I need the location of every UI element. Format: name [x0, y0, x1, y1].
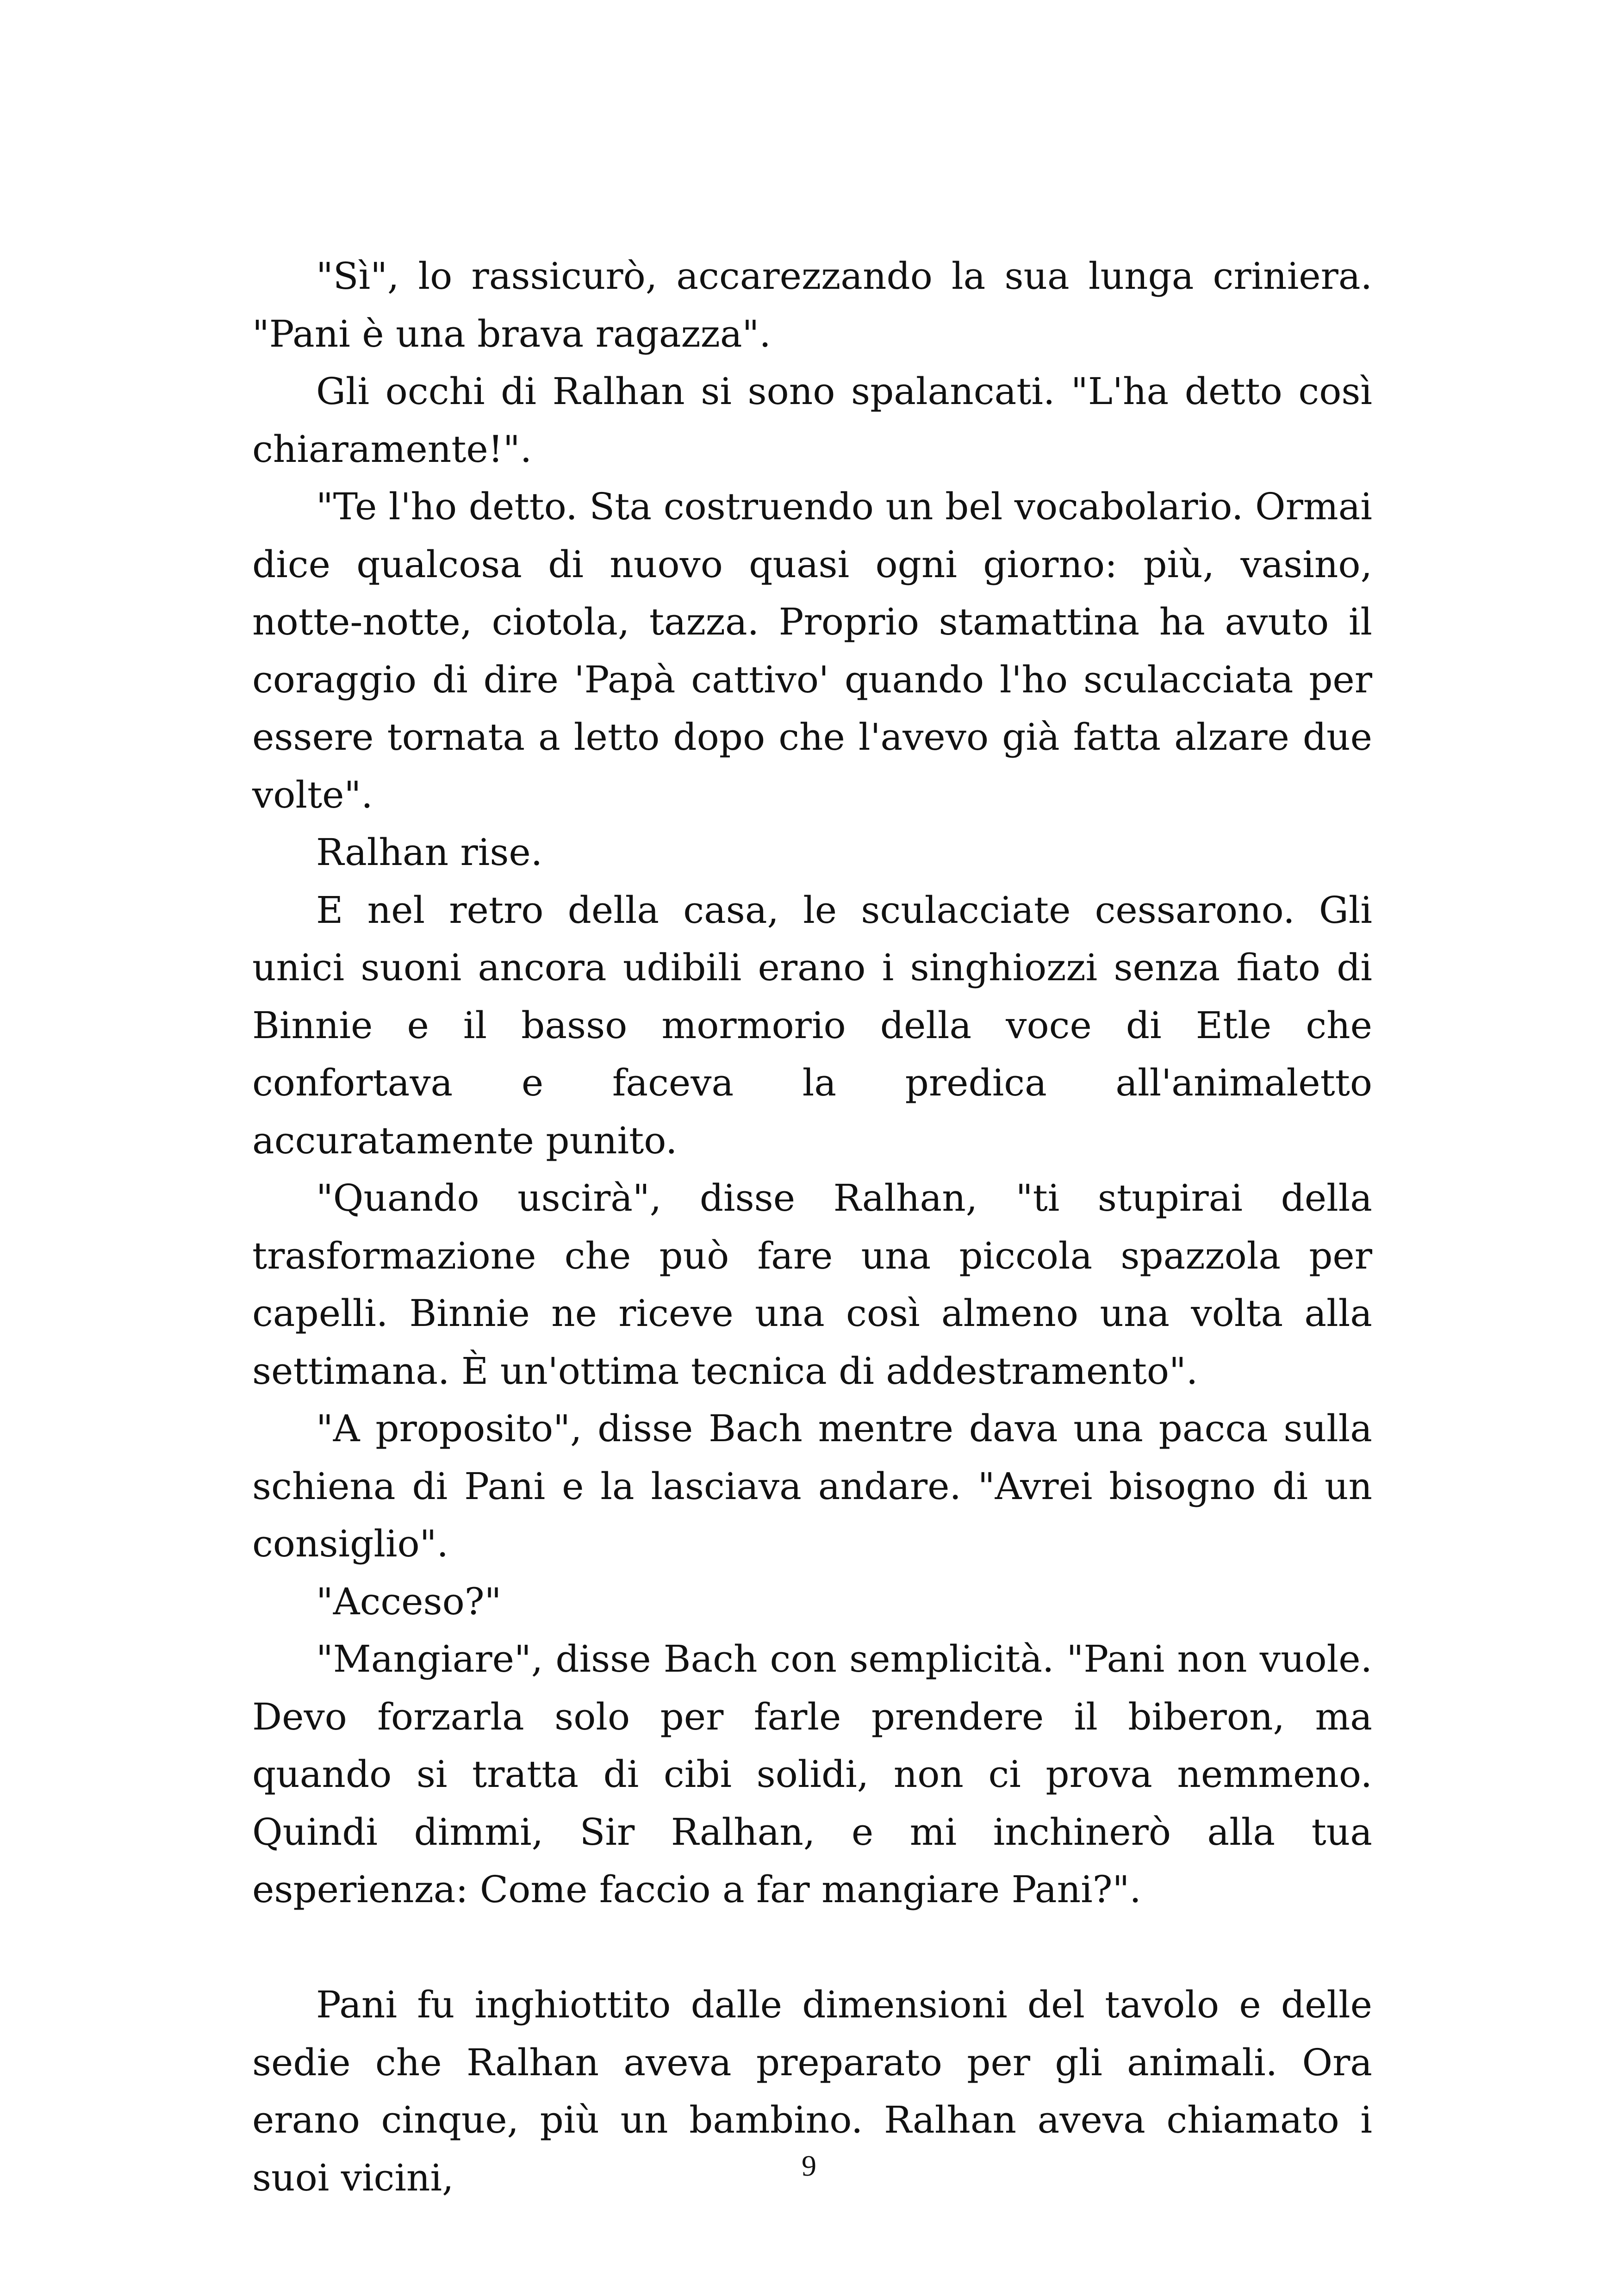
page-number: 9 — [802, 2149, 816, 2182]
paragraph: Ralhan rise. — [316, 831, 543, 874]
paragraph: E nel retro della casa, le sculacciate cessarono. Gli unici suoni ancora udibili erano i singhiozzi senza fiato di Binnie e il basso mormorio della voce di Etle che confortava e faceva la predica all'animaletto accuratamente punito. — [252, 888, 1372, 1162]
body-text — [252, 248, 1372, 2207]
paragraph: "Mangiare", disse Bach con semplicità. "Pani non vuole. Devo forzarla solo per farle prendere il biberon, ma quando si tratta di cibi solidi, non ci prova nemmeno. Quindi dimmi, Sir Ralhan, e mi inchinerò alla tua esperienza: Come faccio a far mangiare Pani?". — [252, 1637, 1372, 1911]
paragraph: "Acceso?" — [316, 1580, 502, 1623]
paragraph: "Sì", lo rassicurò, accarezzando la sua lunga criniera. "Pani è una brava ragazza". — [252, 255, 1372, 355]
paragraph: "Quando uscirà", disse Ralhan, "ti stupirai della trasformazione che può fare una piccola spazzola per capelli. Binnie ne riceve una così almeno una volta alla settimana. È un'ottima tecnica di addestramento". — [252, 1176, 1372, 1393]
paragraph: Gli occhi di Ralhan si sono spalancati. "L'ha detto così chiaramente!". — [252, 370, 1372, 471]
paragraph: "Te l'ho detto. Sta costruendo un bel vocabolario. Ormai dice qualcosa di nuovo quasi ogni giorno: più, vasino, notte-notte, ciotola, tazza. Proprio stamattina ha avuto il coraggio di dire 'Papà cattivo' quando l'ho sculacciata per essere tornata a letto dopo che l'avevo già fatta alzare due volte". — [252, 485, 1372, 816]
paragraph: "A proposito", disse Bach mentre dava una pacca sulla schiena di Pani e la lasciava andare. "Avrei bisogno di un consiglio". — [252, 1407, 1372, 1565]
paragraph: Pani fu inghiottito dalle dimensioni del tavolo e delle sedie che Ralhan aveva preparato per gli animali. Ora erano cinque, più un bambino. Ralhan aveva chiamato i suoi vicini, — [252, 1983, 1372, 2199]
